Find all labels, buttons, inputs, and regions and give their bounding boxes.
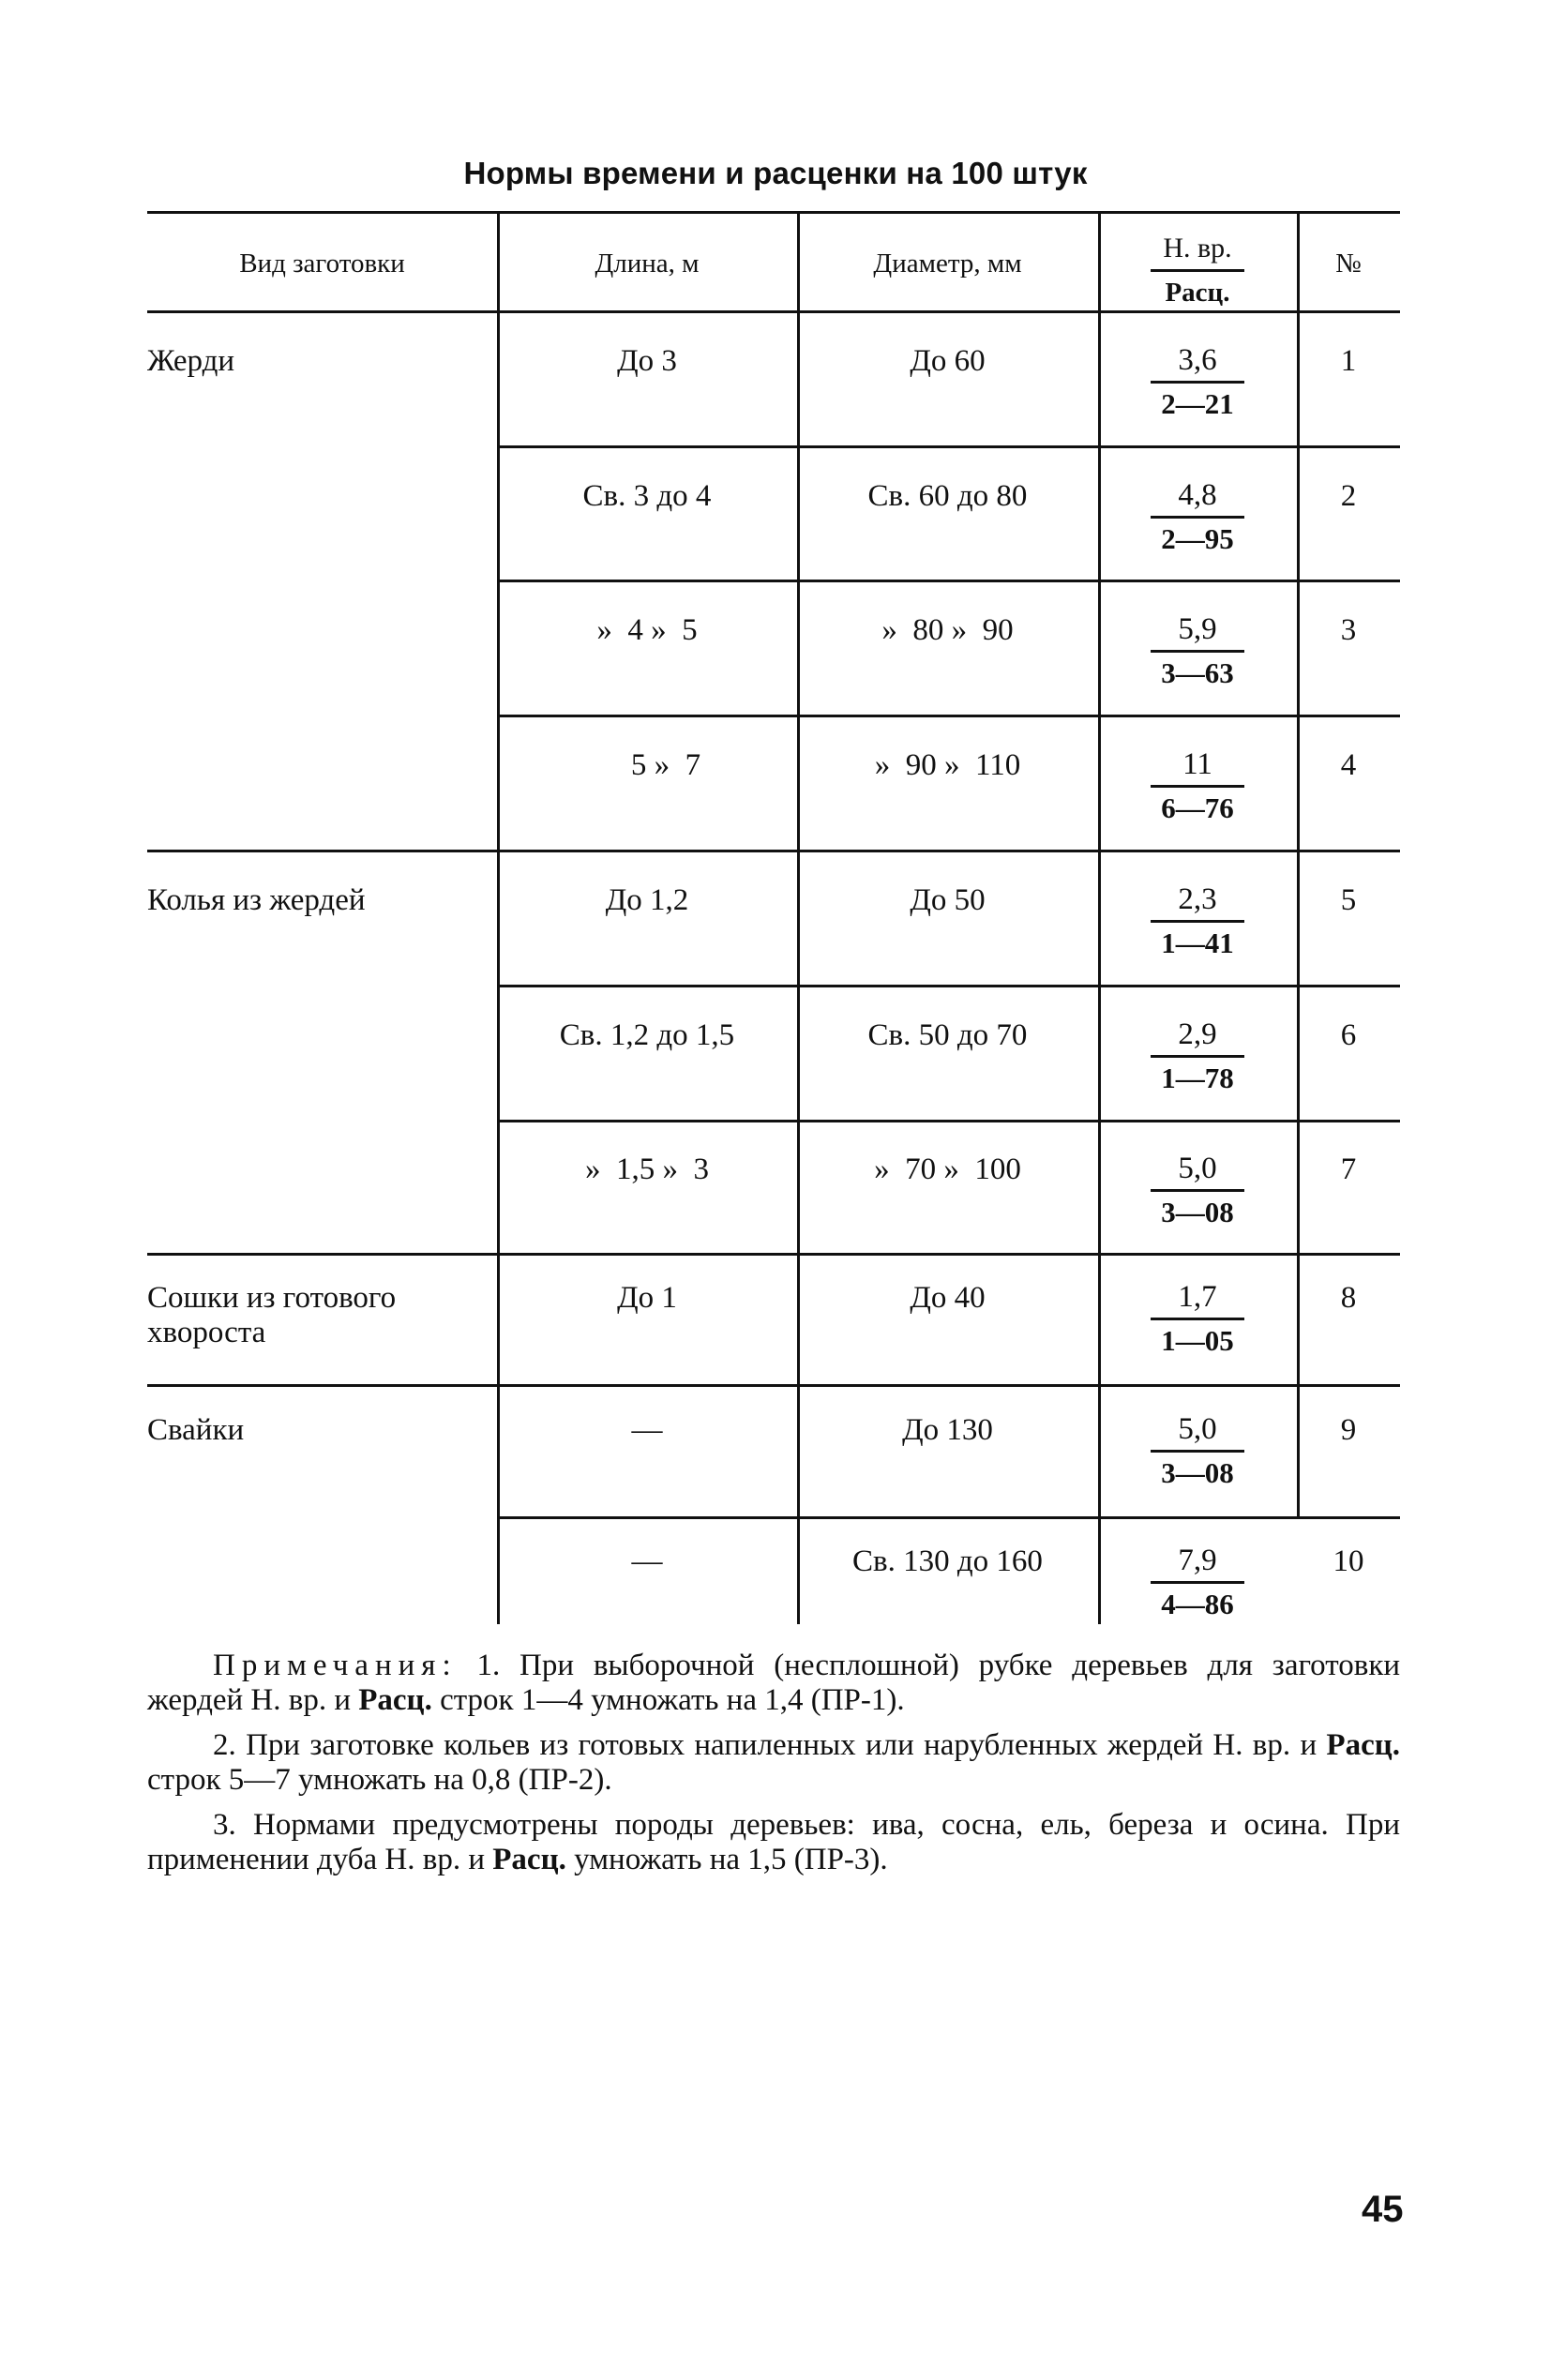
price-value: 1—41 bbox=[1161, 926, 1234, 959]
price-value: 3—63 bbox=[1161, 656, 1234, 689]
length-cell: » 4 » 5 bbox=[596, 613, 698, 647]
norm-value: 3,6 bbox=[1151, 343, 1244, 384]
note-3-text-end: умножать на 1,5 (ПР-3). bbox=[565, 1843, 888, 1876]
length-cell: » 1,5 » 3 bbox=[585, 1152, 709, 1186]
note-1 bbox=[147, 1649, 1400, 1718]
diameter-cell: Св. 130 до 160 bbox=[852, 1544, 1043, 1578]
length-cell: До 1,2 bbox=[605, 883, 689, 917]
row-number: 5 bbox=[1340, 883, 1357, 917]
row-number: 7 bbox=[1340, 1152, 1357, 1186]
table-title: Нормы времени и расценки на 100 штук bbox=[463, 156, 1088, 190]
norm-cell bbox=[1146, 343, 1249, 421]
group-label: Жерди bbox=[147, 344, 235, 378]
row-number: 2 bbox=[1340, 479, 1357, 513]
group-label: Свайки bbox=[147, 1413, 245, 1447]
header-norm bbox=[1146, 232, 1249, 309]
norm-cell bbox=[1146, 1412, 1249, 1490]
group-label: Колья из жердей bbox=[147, 883, 366, 917]
norm-cell bbox=[1146, 1017, 1249, 1095]
note-2 bbox=[147, 1728, 1400, 1798]
rule-top bbox=[147, 211, 1400, 214]
length-cell: До 3 bbox=[617, 344, 677, 378]
norm-value: 11 bbox=[1151, 747, 1244, 788]
header-norm-bottom: Расц. bbox=[1165, 278, 1230, 308]
diameter-cell: » 70 » 100 bbox=[874, 1152, 1021, 1186]
diameter-cell: До 60 bbox=[910, 344, 986, 378]
rule-row bbox=[497, 1516, 1400, 1519]
price-value: 1—78 bbox=[1161, 1062, 1234, 1094]
price-value: 2—21 bbox=[1161, 387, 1234, 420]
length-cell: Св. 1,2 до 1,5 bbox=[559, 1018, 735, 1052]
header-diameter: Диаметр, мм bbox=[873, 249, 1022, 279]
row-number: 4 bbox=[1340, 748, 1357, 782]
length-cell: 5 » 7 bbox=[630, 748, 701, 782]
norms-table bbox=[147, 211, 1400, 1624]
note-3-text: 3. Нормами предусмотрены породы деревьев: ива, сосна, ель, береза и осина. При применении дуба Н. вр. и bbox=[147, 1808, 1400, 1876]
rule-row bbox=[497, 445, 1400, 448]
notes-label: Примечания: bbox=[213, 1649, 458, 1682]
length-cell: Св. 3 до 4 bbox=[582, 479, 712, 513]
header-num: № bbox=[1335, 249, 1362, 279]
row-number: 9 bbox=[1340, 1413, 1357, 1447]
diameter-cell: » 80 » 90 bbox=[881, 613, 1014, 647]
norm-cell bbox=[1146, 478, 1249, 556]
price-value: 4—86 bbox=[1161, 1588, 1234, 1620]
note-2-text-end: строк 5—7 умножать на 0,8 (ПР-2). bbox=[147, 1763, 612, 1797]
row-number: 1 bbox=[1340, 344, 1357, 378]
norm-cell bbox=[1146, 882, 1249, 960]
note-1-text: 1. При выборочной (несплошной) рубке деревьев для заготовки жердей Н. вр. и bbox=[147, 1649, 1401, 1717]
note-bold-term: Расц. bbox=[1326, 1728, 1400, 1762]
price-value: 2—95 bbox=[1161, 522, 1234, 555]
rule-group bbox=[147, 1253, 1400, 1256]
norm-cell bbox=[1146, 747, 1249, 825]
norm-cell bbox=[1146, 1152, 1249, 1229]
rule-header bbox=[147, 310, 1400, 313]
col-divider bbox=[1098, 211, 1101, 1624]
price-value: 3—08 bbox=[1161, 1456, 1234, 1489]
header-type: Вид заготовки bbox=[239, 249, 405, 279]
norm-cell bbox=[1146, 1544, 1249, 1621]
norm-value: 1,7 bbox=[1151, 1280, 1244, 1320]
rule-group bbox=[147, 850, 1400, 852]
note-1-text-end: строк 1—4 умножать на 1,4 (ПР-1). bbox=[431, 1683, 905, 1717]
norm-cell bbox=[1146, 612, 1249, 690]
diameter-cell: До 50 bbox=[910, 883, 986, 917]
notes bbox=[147, 1649, 1400, 1888]
diameter-cell: » 90 » 110 bbox=[874, 748, 1021, 782]
rule-row bbox=[497, 1120, 1400, 1122]
diameter-cell: Св. 60 до 80 bbox=[867, 479, 1028, 513]
rule-row bbox=[497, 985, 1400, 987]
length-cell: До 1 bbox=[617, 1281, 677, 1315]
row-number: 6 bbox=[1340, 1018, 1357, 1052]
group-label: Сошки из готового bbox=[147, 1281, 397, 1315]
norm-value: 7,9 bbox=[1151, 1544, 1244, 1584]
price-value: 3—08 bbox=[1161, 1196, 1234, 1228]
note-3 bbox=[147, 1808, 1400, 1877]
rule-row bbox=[497, 580, 1400, 582]
note-2-text: 2. При заготовке кольев из готовых напиленных или нарубленных жердей Н. вр. и bbox=[213, 1728, 1327, 1762]
diameter-cell: Св. 50 до 70 bbox=[867, 1018, 1028, 1052]
note-bold-term: Расц. bbox=[358, 1683, 432, 1717]
group-label: хвороста bbox=[147, 1316, 266, 1349]
page-number: 45 bbox=[1362, 2189, 1404, 2230]
row-number: 3 bbox=[1340, 613, 1357, 647]
row-number: 10 bbox=[1333, 1544, 1364, 1578]
length-cell: — bbox=[631, 1413, 663, 1447]
norm-value: 2,9 bbox=[1151, 1017, 1244, 1058]
length-cell: — bbox=[631, 1544, 663, 1578]
price-value: 6—76 bbox=[1161, 791, 1234, 824]
rule-group bbox=[147, 1384, 1400, 1387]
note-bold-term: Расц. bbox=[492, 1843, 566, 1876]
diameter-cell: До 130 bbox=[902, 1413, 993, 1447]
norm-cell bbox=[1146, 1280, 1249, 1358]
norm-value: 4,8 bbox=[1151, 478, 1244, 519]
col-divider bbox=[1297, 211, 1300, 1516]
diameter-cell: До 40 bbox=[910, 1281, 986, 1315]
norm-value: 2,3 bbox=[1151, 882, 1244, 923]
rule-row bbox=[497, 715, 1400, 717]
norm-value: 5,0 bbox=[1151, 1152, 1244, 1192]
price-value: 1—05 bbox=[1161, 1324, 1234, 1357]
header-length: Длина, м bbox=[595, 249, 700, 279]
row-number: 8 bbox=[1340, 1281, 1357, 1315]
header-norm-top: Н. вр. bbox=[1151, 232, 1244, 272]
norm-value: 5,0 bbox=[1151, 1412, 1244, 1453]
norm-value: 5,9 bbox=[1151, 612, 1244, 653]
